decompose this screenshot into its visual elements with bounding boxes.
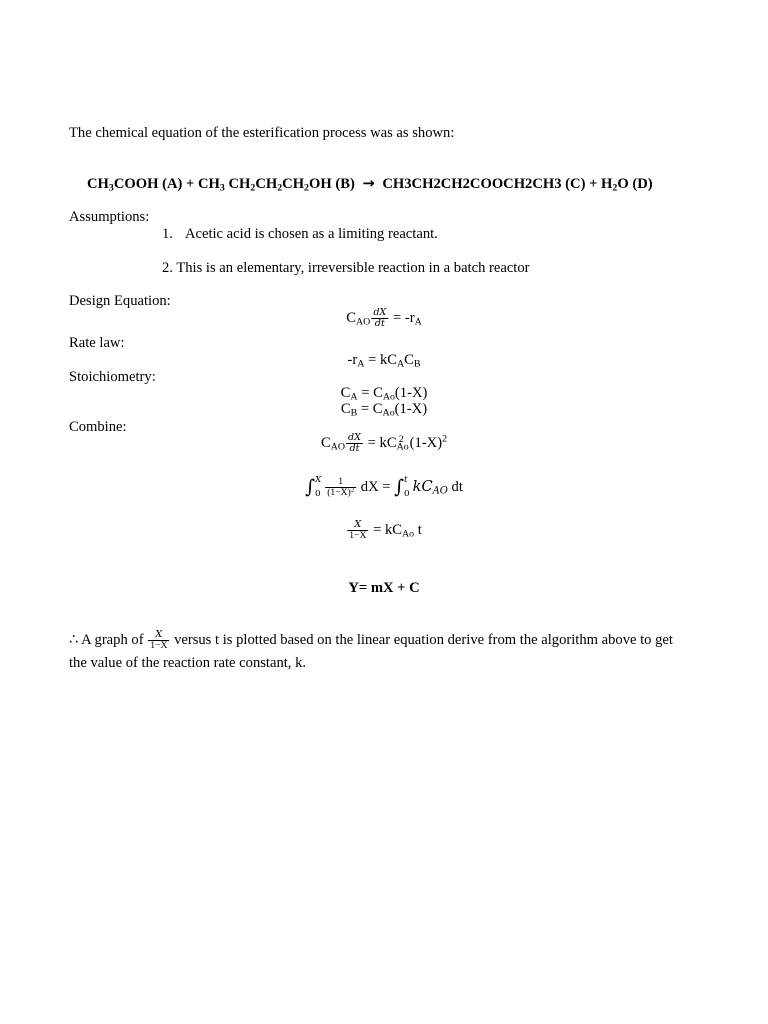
design-equation: $C_{AO}$ $\frac{dX}{dt}$ = $-r_A$ [346,307,422,330]
stoichiometry-label: Stoichiometry: [69,369,156,385]
stoichiometry-equation-b: $C_B = C_{Ao}(1-X)$ [340,401,428,419]
reaction-arrow-icon: → [362,175,375,192]
integrated-result-equation: $\frac{X}{1-X}$ = $kC_{Ao}$ t [349,519,422,542]
linear-equation: Y= mX + C [348,580,420,596]
rate-law-label: Rate law: [69,335,125,351]
assumption-item-2: 2. This is an elementary, irreversible reaction in a batch reactor [162,260,530,276]
design-equation-label: Design Equation: [69,293,171,309]
integral-sign-icon: ∫ [394,476,405,499]
assumptions-label: Assumptions: [69,209,150,225]
conclusion-line-1: ∴ A graph of $\frac{X}{1-X}$ versus t is plotted based on the linear equation derive from the algorithm above to get [69,629,673,652]
integral-equation: ∫ X 0 $\frac{1}{(1-X)^2}$ dX = ∫ t 0 $kC_{AO}$ dt [305,475,463,499]
assumption-item-1: 1. Acetic acid is chosen as a limiting reactant. [162,226,438,242]
therefore-icon: ∴ [69,630,79,648]
intro-text: The chemical equation of the esterification process was as shown: [69,125,455,141]
combine-label: Combine: [69,419,127,435]
rate-law-equation: $-r_A = kC_AC_B$ [347,352,421,370]
conclusion-line-2: the value of the reaction rate constant, k. [69,655,307,671]
integral-sign-icon: ∫ [305,476,315,499]
combined-equation: $C_{AO}$ $\frac{dX}{dt}$ = $kC_{Ao}^2$ $(1-X)^2$ [320,432,448,455]
stoichiometry-equation-a: $C_A = C_{Ao}(1-X)$ [340,385,428,403]
reaction-equation: $CH_3COOH$ $(A) + CH_3$ $CH_2CH_2CH_2OH$ (B) → CH3CH2CH2COOCH2CH3 $(C) + H_2O$ (D) [87,175,653,194]
